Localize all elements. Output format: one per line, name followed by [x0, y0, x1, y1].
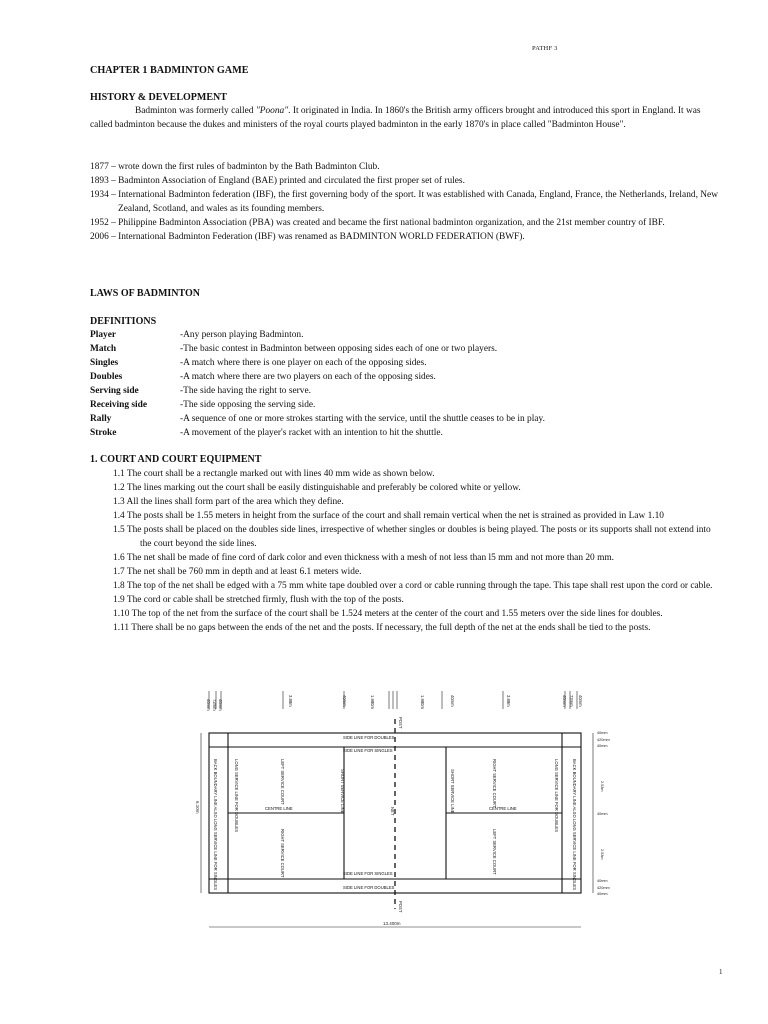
dim-label: 2.53m — [600, 849, 604, 860]
intro-post: . It originated in India. In 1860's the British army officers brought and introduced this sport in England. It was called badminton because the dukes and ministers of the royal courts played badminton in the early 1870's in place called "Badminton House". — [90, 106, 701, 130]
definition-term: Player — [90, 330, 117, 340]
dim-label: 2.53m — [600, 781, 604, 792]
dim-label: 40mm — [450, 695, 455, 707]
court-rules-list — [90, 467, 722, 635]
court-diagram — [193, 689, 627, 937]
history-heading: HISTORY & DEVELOPMENT — [90, 92, 227, 103]
definition-text: -A movement of the player's racket with an intention to hit the shuttle. — [180, 428, 443, 438]
definition-text: -The side having the right to serve. — [180, 386, 311, 396]
short-service-line-label: SHORT SERVICE LINE — [450, 769, 455, 814]
definitions-list — [90, 328, 730, 440]
dim-label: 40mm — [597, 812, 608, 816]
rule-item: 1.7 The net shall be 760 mm in depth and at least 6.1 meters wide. — [113, 567, 362, 577]
dim-label: 40mm — [597, 879, 608, 883]
dim-label: 3.88m — [506, 695, 511, 707]
history-intro — [90, 104, 720, 132]
rule-item: 1.11 There shall be no gaps between the ends of the net and the posts. If necessary, the full depth of the net at the ends shall be tied to the posts. — [113, 623, 651, 633]
definition-text: -The side opposing the serving side. — [180, 400, 316, 410]
long-service-line-label: LONG SERVICE LINE FOR DOUBLES — [554, 759, 559, 832]
history-timeline — [90, 160, 725, 244]
definitions-heading: DEFINITIONS — [90, 316, 157, 327]
dim-label: 40mm — [578, 695, 583, 707]
service-court-label: LEFT SERVICE COURT — [492, 829, 497, 875]
dim-label: 40mm — [206, 699, 211, 711]
rule-item: 1.6 The net shall be made of fine cord of dark color and even thickness with a mesh of not less than l5 mm and not more than 20 mm. — [113, 553, 615, 563]
definition-text: -The basic contest in Badminton between opposing sides each of one or two players. — [180, 344, 498, 354]
dim-label: 420mm — [597, 738, 610, 742]
court-section-heading: 1. COURT AND COURT EQUIPMENT — [90, 454, 262, 465]
post-label-bottom: POST — [398, 901, 403, 913]
service-court-label: LEFT SERVICE COURT — [280, 759, 285, 805]
back-boundary-label: BACK BOUNDARY LINE ALSO LONG SERVICE LINE FOR SINGLES — [213, 759, 218, 891]
timeline-item: 2006 – International Badminton Federation (IBF) was renamed as BADMINTON WORLD FEDERATION (BWF). — [90, 232, 525, 242]
rule-item: 1.2 The lines marking out the court shall be easily distinguishable and preferably be colored white or yellow. — [113, 483, 521, 493]
bottom-dimension: 13.400m — [383, 921, 401, 926]
intro-pre: Badminton was formerly called — [135, 106, 256, 116]
rule-item: 1.9 The cord or cable shall be stretched firmly, flush with the top of the posts. — [113, 595, 404, 605]
dim-label: 72mm — [212, 699, 217, 711]
left-dimension: 6.10m — [195, 801, 200, 814]
dim-label: 3.88m — [288, 695, 293, 707]
definition-row — [90, 328, 730, 342]
page-number: 1 — [719, 968, 723, 976]
rule-item: 1.10 The top of the net from the surface of the court shall be 1.524 meters at the center of the court and 1.55 meters over the side lines for doubles. — [113, 609, 663, 619]
side-line-singles-top: SIDE LINE FOR SINGLES — [343, 748, 393, 753]
definition-term: Singles — [90, 358, 119, 368]
service-court-label: RIGHT SERVICE COURT — [492, 759, 497, 808]
centre-line-left: CENTRE LINE — [265, 806, 293, 811]
timeline-item: 1934 – International Badminton federation (IBF), the first governing body of the sport. It was established with Canada, England, France, the Netherlands, Ireland, New Zealand, Scotland, and wales as its founding members. — [90, 190, 718, 214]
definition-row — [90, 398, 730, 412]
definition-term: Match — [90, 344, 117, 354]
dim-label: 40mm — [342, 695, 347, 707]
running-header: PATHF 3 — [532, 45, 558, 52]
rule-item: 1.4 The posts shall be 1.55 meters in height from the surface of the court and shall remain vertical when the net is strained as provided in Law 1.10 — [113, 511, 664, 521]
chapter-title: CHAPTER 1 BADMINTON GAME — [90, 65, 249, 76]
definition-term: Doubles — [90, 372, 123, 382]
timeline-item: 1893 – Badminton Association of England (BAE) printed and circulated the first proper set of rules. — [90, 176, 465, 186]
dim-label: 40mm — [562, 695, 567, 707]
short-service-line-label: SHORT SERVICE LINE — [340, 769, 345, 814]
dim-label: 1.980m — [370, 695, 375, 709]
definition-text: -A match where there is one player on each of the opposing sides. — [180, 358, 427, 368]
definition-term: Receiving side — [90, 400, 148, 410]
definition-row — [90, 356, 730, 370]
definition-text: -A sequence of one or more strokes starting with the service, until the shuttle ceases to be in play. — [180, 414, 545, 424]
side-line-singles-bottom: SIDE LINE FOR SINGLES — [343, 871, 393, 876]
dim-label: 40mm — [218, 699, 223, 711]
long-service-line-label: LONG SERVICE LINE FOR DOUBLES — [234, 759, 239, 832]
definition-text: -A match where there are two players on each of the opposing sides. — [180, 372, 436, 382]
definition-row — [90, 342, 730, 356]
back-boundary-label: BACK BOUNDARY LINE ALSO LONG SERVICE LINE FOR SINGLES — [572, 759, 577, 891]
definition-row — [90, 426, 730, 440]
service-court-label: RIGHT SERVICE COURT — [280, 829, 285, 878]
rule-item: 1.5 The posts shall be placed on the doubles side lines, irrespective of whether singles or doubles is being played. The posts or its supports shall not extend into the court beyond the side lines. — [113, 525, 711, 549]
rule-item: 1.1 The court shall be a rectangle marked out with lines 40 mm wide as shown below. — [113, 469, 435, 479]
timeline-item: 1952 – Philippine Badminton Association (PBA) was created and became the first national badminton organization, and the 21st member country of IBF. — [90, 218, 665, 228]
rule-item: 1.3 All the lines shall form part of the area which they define. — [113, 497, 344, 507]
definition-term: Stroke — [90, 428, 117, 438]
dim-label: 72mm — [569, 695, 574, 707]
definition-text: -Any person playing Badminton. — [180, 330, 304, 340]
side-line-doubles-top: SIDE LINE FOR DOUBLES — [343, 735, 395, 740]
rule-item: 1.8 The top of the net shall be edged with a 75 mm white tape doubled over a cord or cable running through the tape. This tape shall rest upon the cord or cable. — [113, 581, 713, 591]
definition-row — [90, 370, 730, 384]
post-label-top: POST — [398, 717, 403, 729]
net-label: NET — [390, 807, 395, 816]
dim-label: 40mm — [597, 892, 608, 896]
definition-term: Rally — [90, 414, 112, 424]
dim-label: 420mm — [597, 886, 610, 890]
dim-label: 40mm — [597, 731, 608, 735]
definition-row — [90, 412, 730, 426]
timeline-item: 1877 – wrote down the first rules of badminton by the Bath Badminton Club. — [90, 162, 380, 172]
side-line-doubles-bottom: SIDE LINE FOR DOUBLES — [343, 885, 395, 890]
dim-label: 1.980m — [420, 695, 425, 709]
definition-row — [90, 384, 730, 398]
definition-term: Serving side — [90, 386, 139, 396]
intro-poona: "Poona" — [255, 106, 289, 116]
laws-heading: LAWS OF BADMINTON — [90, 288, 201, 299]
dim-label: 40mm — [597, 744, 608, 748]
centre-line-right: CENTRE LINE — [489, 806, 517, 811]
